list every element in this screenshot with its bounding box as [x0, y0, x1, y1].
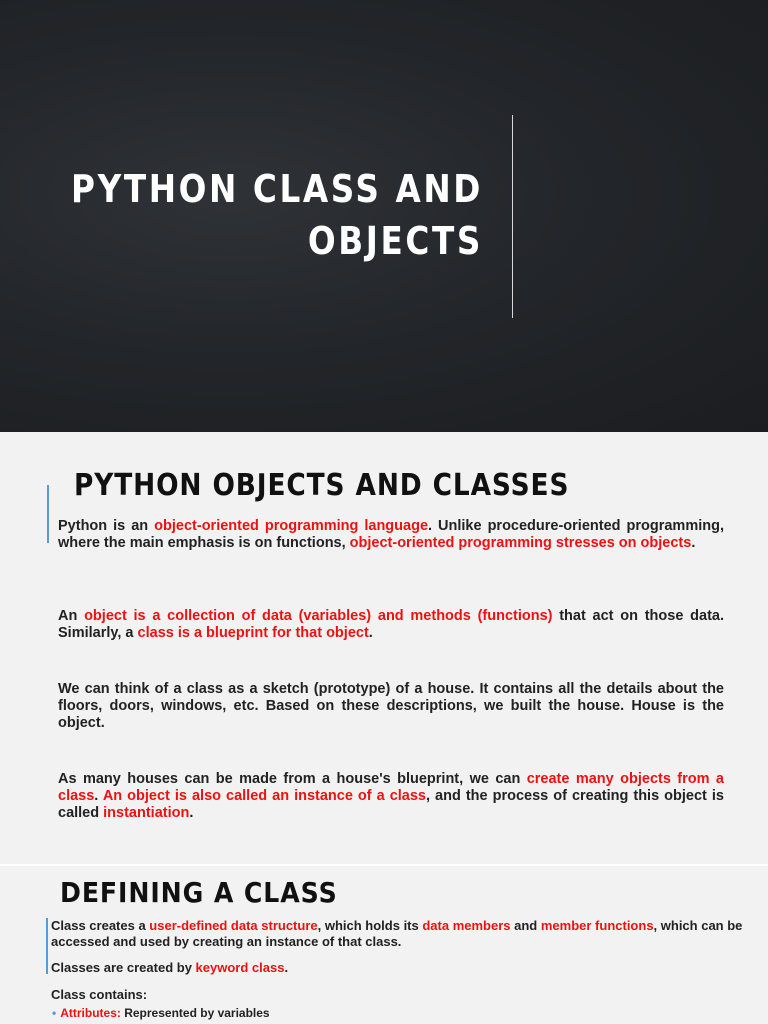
text: Class creates a	[51, 918, 150, 933]
paragraph-1	[58, 518, 724, 552]
highlight-text: data members	[422, 918, 511, 933]
text: Classes are created by	[51, 960, 196, 975]
paragraph-4	[58, 771, 724, 822]
text: .	[284, 960, 289, 975]
objects-and-classes-slide	[0, 432, 768, 864]
paragraph-1	[51, 918, 759, 950]
text: We can think of a class as a sketch (prototype) of a house. It contains all the details about the floors, doors, windows, etc. Based on these descriptions, we built the house. House is the object.	[58, 681, 724, 731]
highlight-text: object-oriented programming language	[154, 518, 429, 534]
text: , which can be accessed and used by creating an instance of that class.	[51, 918, 743, 949]
highlight-text: keyword class	[195, 960, 285, 975]
text: , and the process of creating this object is called	[58, 788, 724, 821]
highlight-text: class is a blueprint for that object	[137, 625, 369, 641]
highlight-text: member functions	[540, 918, 654, 933]
accent-bar	[46, 918, 48, 974]
defining-a-class-slide	[0, 866, 768, 1024]
bullet-icon: •	[52, 1006, 57, 1020]
paragraph-2	[51, 960, 759, 976]
text: .	[691, 535, 696, 551]
text: and	[510, 918, 541, 933]
vertical-divider	[512, 115, 513, 318]
highlight-text: instantiation	[103, 805, 190, 821]
highlight-text: object is a collection of data (variables) and methods (functions)	[84, 608, 553, 624]
text: As many houses can be made from a house's blueprint, we can	[58, 771, 527, 787]
slide-heading: DEFINING A CLASS	[60, 876, 338, 909]
highlight-text: user-defined data structure	[149, 918, 318, 933]
slide-title-line1: PYTHON CLASS AND	[71, 167, 483, 211]
highlight-text: object-oriented programming stresses on objects	[349, 535, 692, 551]
text: .	[189, 805, 194, 821]
text: .	[94, 788, 103, 804]
text: . Unlike procedure-oriented programming, where the main emphasis is on functions,	[58, 518, 724, 551]
highlight-text: Attributes:	[60, 1006, 121, 1020]
accent-bar	[47, 485, 49, 543]
text: Python is an	[58, 518, 155, 534]
highlight-text: create many objects from a class	[58, 771, 724, 804]
highlight-text: An object is also called an instance of a class	[102, 788, 426, 804]
text: Represented by variables	[120, 1006, 270, 1020]
paragraph-2	[58, 608, 724, 642]
paragraph-3	[58, 681, 724, 732]
slide-title	[71, 163, 483, 267]
paragraph-3: Class contains:	[51, 987, 148, 1002]
bullet-item	[52, 1005, 760, 1021]
text: , which holds its	[317, 918, 423, 933]
slide-heading: PYTHON OBJECTS AND CLASSES	[74, 468, 570, 503]
text: .	[368, 625, 373, 641]
text: that act on those data. Similarly, a	[58, 608, 724, 641]
text: An	[58, 608, 85, 624]
title-slide	[0, 0, 768, 432]
slide-title-line2: OBJECTS	[307, 219, 483, 263]
